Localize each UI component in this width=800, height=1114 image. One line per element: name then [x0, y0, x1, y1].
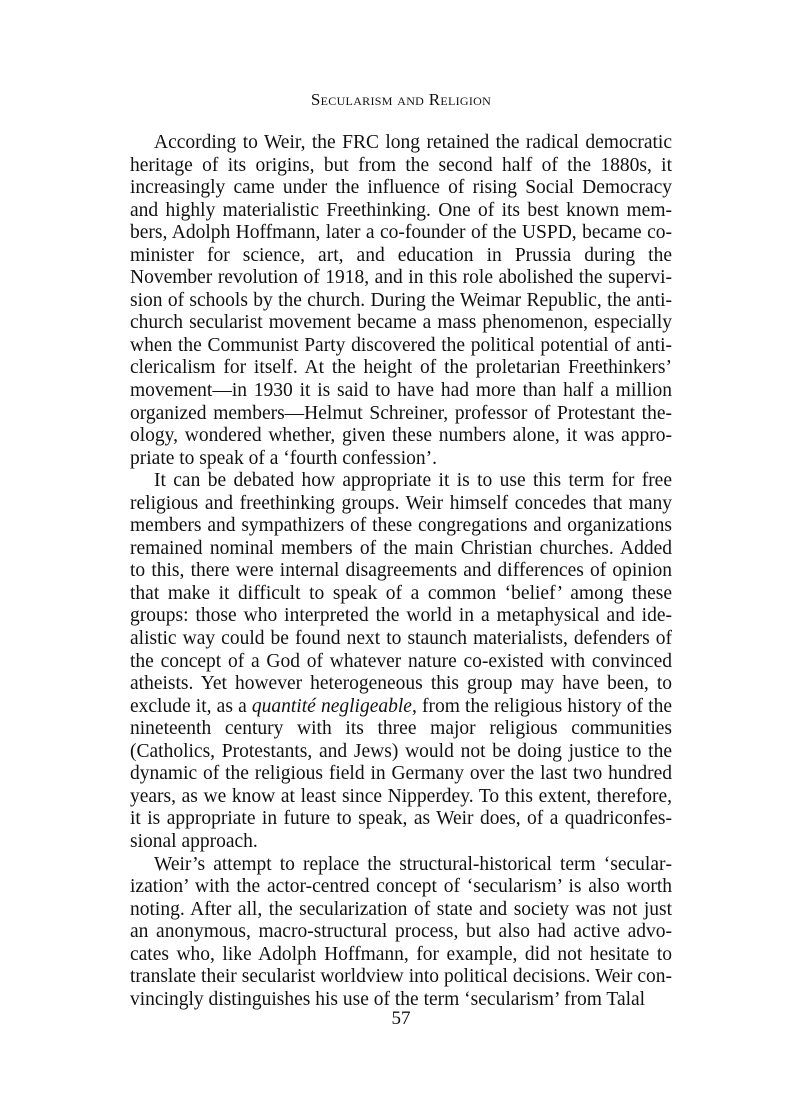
document-page — [130, 0, 672, 1114]
paragraph-3: Weir’s attempt to replace the structural-historical term ‘secularization’ with the actor-centred concept of ‘secularism’ is also worth noting. After all, the secularization of state and society was not just an anonymous, macro-structural process, but also had active advocates who, like Adolph Hoffmann, for example, did not hesitate to translate their secularist worldview into political decisions. Weir convincingly distinguishes his use of the term ‘secularism’ from Talal — [130, 853, 672, 1010]
body-text — [130, 132, 672, 1011]
running-head: Secularism and Religion — [310, 90, 492, 109]
italic-phrase: quantité negligeable — [251, 695, 412, 717]
page-number: 57 — [391, 1008, 411, 1029]
paragraph-2-text-before: It can be debated how appropriate it is to use this term for free religious and freethinking groups. Weir himself concedes that many members and sympathizers of these congregations and organizations remained nominal members of the main Christian churches. Added to this, there were internal disagreements and differences of opinion that make it difficult to speak of a common ‘belief’ among these groups: those who interpreted the world in a metaphysical and idealistic way could be found next to staunch materialists, defenders of the concept of a God of whatever nature co-existed with convinced atheists. Yet however heterogeneous this group may have been, to exclude it, as a — [130, 470, 672, 717]
paragraph-2-text-after: , from the religious history of the nineteenth century with its three major religious communities (Catholics, Protestants, and Jews) would not be doing justice to the dynamic of the religious field in Germany over the last two hundred years, as we know at least since Nipperdey. To this extent, therefore, it is appropriate in future to speak, as Weir does, of a quadriconfessional approach. — [130, 695, 672, 852]
paragraph-1: According to Weir, the FRC long retained the radical democratic heritage of its origins, but from the second half of the 1880s, it increasingly came under the influence of rising Social Democracy and highly materialistic Freethinking. One of its best known members, Adolph Hoffmann, later a co-founder of the USPD, became co-minister for science, art, and education in Prussia during the November revolution of 1918, and in this role abolished the supervision of schools by the church. During the Weimar Republic, the anti-church secularist movement became a mass phenomenon, especially when the Communist Party discovered the political potential of anti-clericalism for itself. At the height of the proletarian Freethinkers’ movement—in 1930 it is said to have had more than half a million organized members—Helmut Schreiner, professor of Protestant theology, wondered whether, given these numbers alone, it was appropriate to speak of a ‘fourth confession’. — [130, 132, 672, 469]
paragraph-2 — [130, 470, 672, 853]
